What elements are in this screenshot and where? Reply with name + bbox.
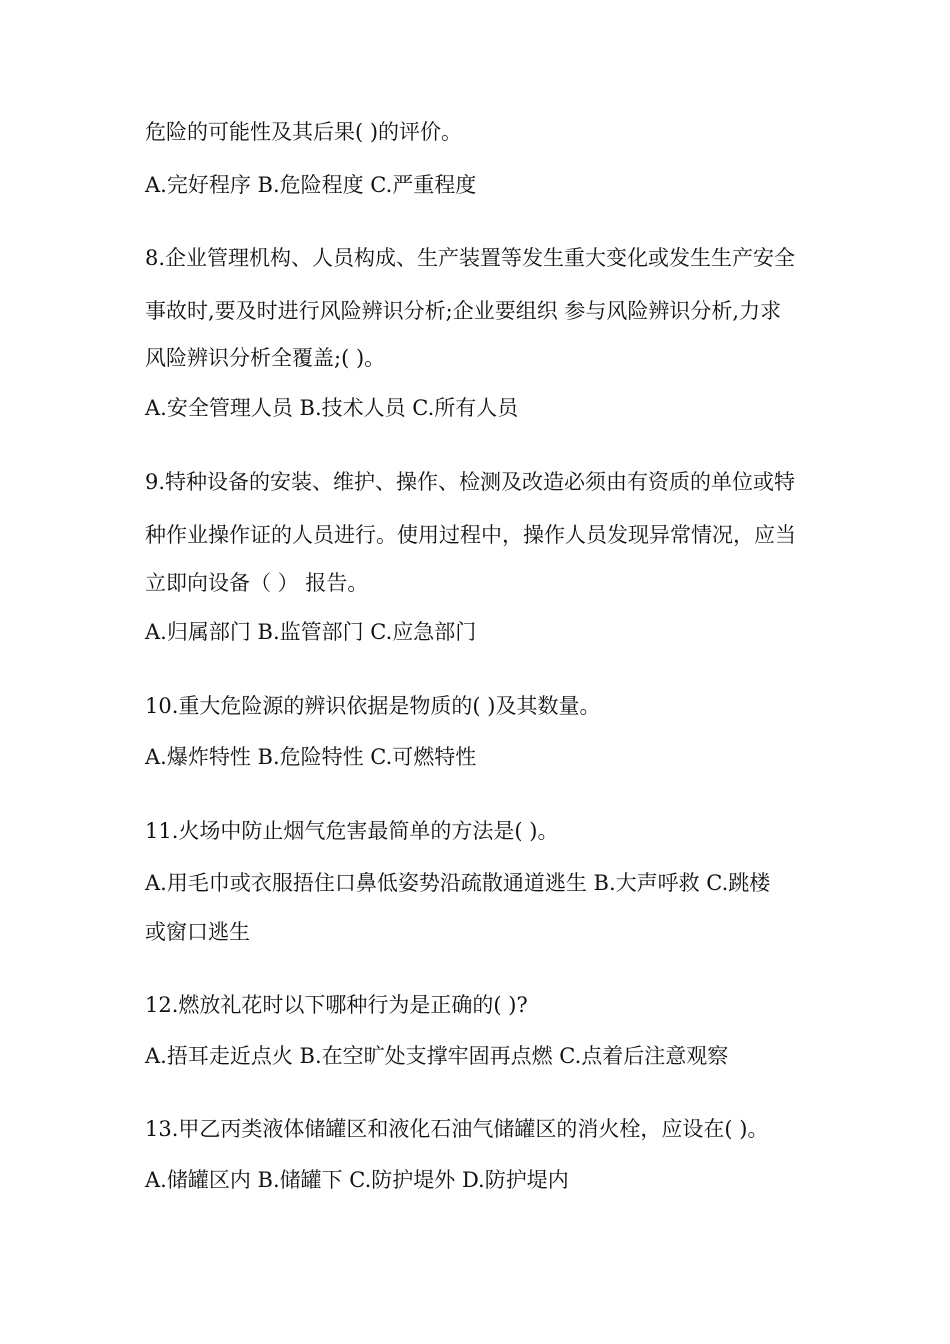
question-8-options: A.安全管理人员 B.技术人员 C.所有人员 xyxy=(145,396,519,420)
question-9-text-line-1: 9.特种设备的安装、维护、操作、检测及改造必须由有资质的单位或特 xyxy=(145,470,796,494)
question-9-text-line-2: 种作业操作证的人员进行。使用过程中，操作人员发现异常情况，应当 xyxy=(145,523,796,547)
question-10-text: 10.重大危险源的辨识依据是物质的( )及其数量。 xyxy=(145,694,601,718)
question-9-options: A.归属部门 B.监管部门 C.应急部门 xyxy=(145,620,477,644)
question-8-text-line-2: 事故时,要及时进行风险辨识分析;企业要组织 参与风险辨识分析,力求 xyxy=(145,299,782,323)
question-11-text: 11.火场中防止烟气危害最简单的方法是( )。 xyxy=(145,819,559,843)
question-7-options: A.完好程序 B.危险程度 C.严重程度 xyxy=(145,173,477,197)
question-11-options-line-1: A.用毛巾或衣服捂住口鼻低姿势沿疏散通道逃生 B.大声呼救 C.跳楼 xyxy=(145,871,771,895)
question-12-options: A.捂耳走近点火 B.在空旷处支撑牢固再点燃 C.点着后注意观察 xyxy=(145,1044,729,1068)
question-11-options-line-2: 或窗口逃生 xyxy=(145,920,250,944)
question-8-text-line-3: 风险辨识分析全覆盖;( )。 xyxy=(145,346,386,370)
question-13-text: 13.甲乙丙类液体储罐区和液化石油气储罐区的消火栓，应设在( )。 xyxy=(145,1117,769,1141)
question-10-options: A.爆炸特性 B.危险特性 C.可燃特性 xyxy=(145,745,477,769)
question-12-text: 12.燃放礼花时以下哪种行为是正确的( )? xyxy=(145,993,528,1017)
question-9-text-line-3: 立即向设备（ ） 报告。 xyxy=(145,571,369,595)
question-8-text-line-1: 8.企业管理机构、人员构成、生产装置等发生重大变化或发生生产安全 xyxy=(145,246,796,270)
question-7-text-continuation: 危险的可能性及其后果( )的评价。 xyxy=(145,120,463,144)
question-13-options: A.储罐区内 B.储罐下 C.防护堤外 D.防护堤内 xyxy=(145,1168,569,1192)
